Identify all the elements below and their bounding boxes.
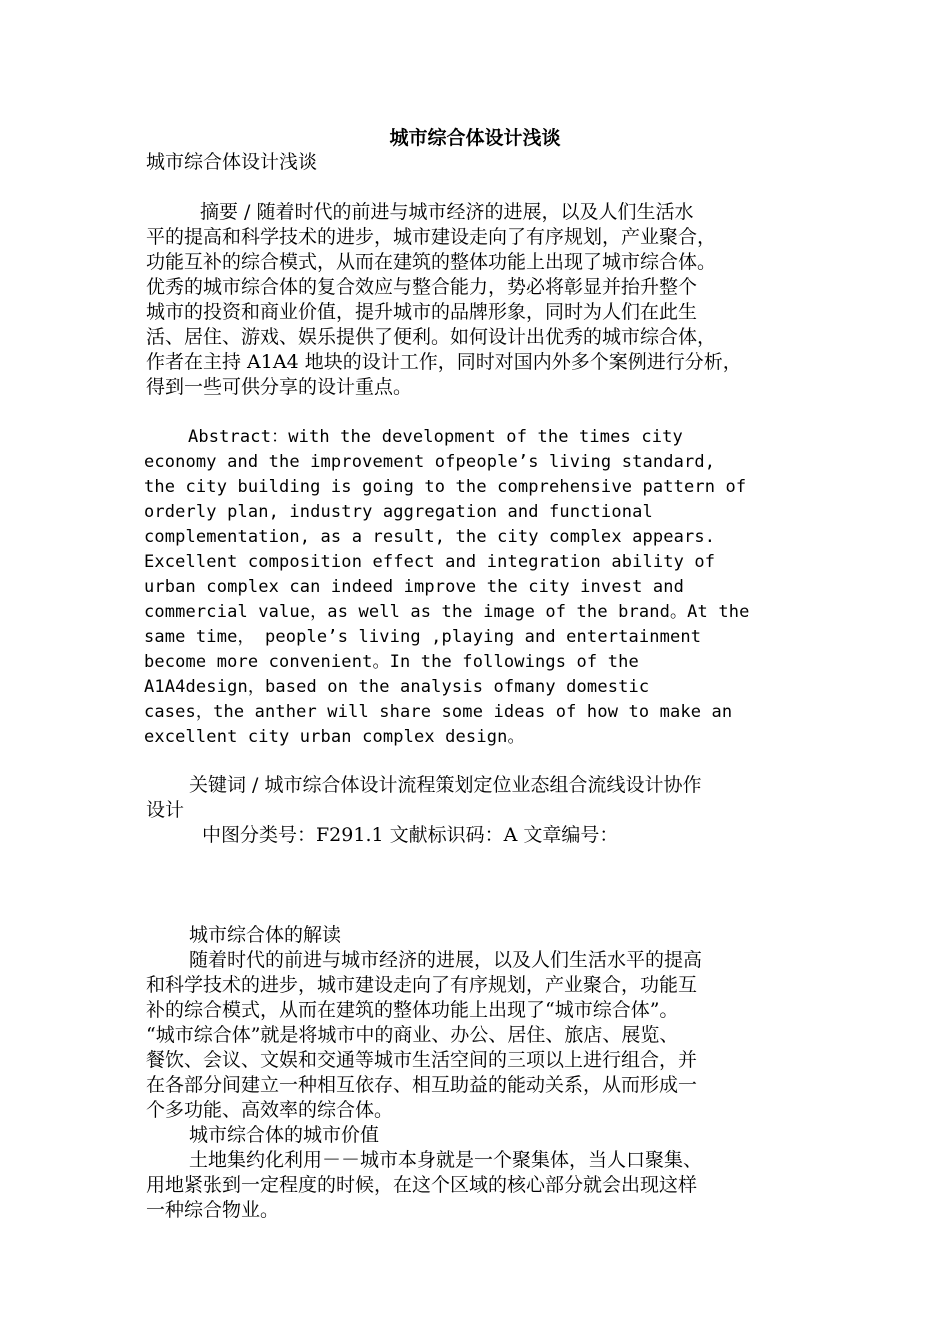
abstract-en-line: complementation, as a result, the city complex appears. (144, 527, 716, 547)
body-line: 餐饮、会议、文娱和交通等城市生活空间的三项以上进行组合，并 (146, 1049, 698, 1071)
body-line: 土地集约化利用－－城市本身就是一个聚集体，当人口聚集、 (189, 1149, 703, 1171)
abstract-en-line: become more convenient。In the followings of the (144, 652, 639, 672)
section-heading: 城市综合体的解读 (189, 924, 342, 946)
body-line: 和科学技术的进步，城市建设走向了有序规划，产业聚合，功能互 (146, 974, 698, 996)
abstract-cn-line: 作者在主持 A1A4 地块的设计工作，同时对国内外多个案例进行分析， (146, 351, 742, 373)
keywords-line: 设计 (146, 799, 185, 821)
abstract-en-line: urban complex can indeed improve the city invest and (144, 577, 685, 597)
abstract-cn-line: 城市的投资和商业价值，提升城市的品牌形象，同时为人们在此生 (146, 301, 698, 323)
body-line: “城市综合体”就是将城市中的商业、办公、居住、旅店、展览、 (146, 1024, 679, 1046)
page-title: 城市综合体设计浅谈 (389, 127, 561, 149)
abstract-cn-line: 活、居住、游戏、娱乐提供了便利。如何设计出优秀的城市综合体， (146, 326, 717, 348)
abstract-en-line: economy and the improvement ofpeople’s living standard, (144, 452, 716, 472)
body-line: 补的综合模式，从而在建筑的整体功能上出现了“城市综合体”。 (146, 999, 679, 1021)
body-line: 一种综合物业。 (146, 1199, 280, 1221)
body-line: 个多功能、高效率的综合体。 (146, 1099, 394, 1121)
abstract-en-line: Excellent composition effect and integration ability of (144, 552, 716, 572)
abstract-en-line: orderly plan, industry aggregation and functional (144, 502, 653, 522)
body-line: 用地紧张到一定程度的时候，在这个区域的核心部分就会出现这样 (146, 1174, 698, 1196)
abstract-en-line: cases，the anther will share some ideas of how to make an (144, 702, 733, 722)
section-heading: 城市综合体的城市价值 (189, 1124, 380, 1146)
body-line: 随着时代的前进与城市经济的进展，以及人们生活水平的提高 (189, 949, 703, 971)
classification-line: 中图分类号：F291.1 文献标识码：A 文章编号： (202, 824, 619, 846)
abstract-en-line: A1A4design，based on the analysis ofmany domestic (144, 677, 650, 697)
abstract-en-line: excellent city urban complex design。 (144, 727, 525, 747)
abstract-en-line: the city building is going to the comprehensive pattern of (144, 477, 747, 497)
abstract-en-line: same time， people’s living ,playing and entertainment (144, 627, 702, 647)
abstract-cn-line: 得到一些可供分享的设计重点。 (146, 376, 413, 398)
abstract-cn-line: 摘要 / 随着时代的前进与城市经济的进展，以及人们生活水 (200, 201, 694, 223)
keywords-line: 关键词 / 城市综合体设计流程策划定位业态组合流线设计协作 (189, 774, 702, 796)
abstract-cn-line: 功能互补的综合模式，从而在建筑的整体功能上出现了城市综合体。 (146, 251, 717, 273)
body-line: 在各部分间建立一种相互依存、相互助益的能动关系，从而形成一 (146, 1074, 698, 1096)
subtitle: 城市综合体设计浅谈 (146, 151, 318, 173)
abstract-en-line: Abstract：with the development of the times city (188, 427, 683, 447)
abstract-cn-line: 平的提高和科学技术的进步，城市建设走向了有序规划，产业聚合， (146, 226, 717, 248)
abstract-cn-line: 优秀的城市综合体的复合效应与整合能力，势必将彰显并抬升整个 (146, 276, 698, 298)
abstract-en-line: commercial value，as well as the image of the brand。At the (144, 602, 750, 622)
